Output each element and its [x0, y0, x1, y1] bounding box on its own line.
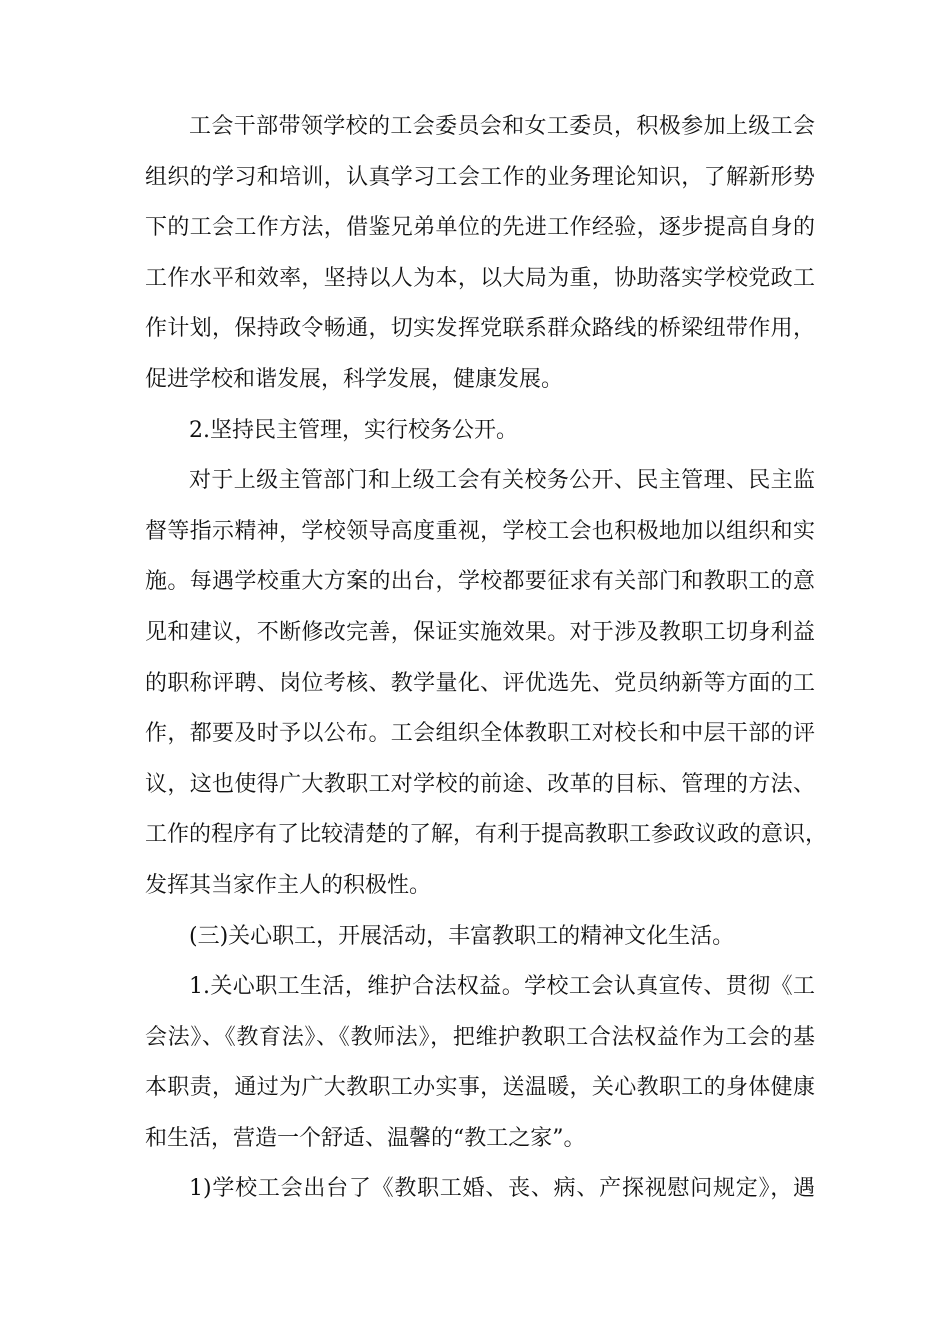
text-line: 本职责，通过为广大教职工办实事，送温暖，关心教职工的身体健康	[145, 1075, 815, 1101]
text-line: 发挥其当家作主人的积极性。	[145, 872, 432, 898]
text-line: 工会干部带领学校的工会委员会和女工委员，积极参加上级工会	[189, 114, 815, 139]
section-heading: (三)关心职工，开展活动，丰富教职工的精神文化生活。	[189, 923, 735, 949]
text-line: 作计划，保持政令畅通，切实发挥党联系群众路线的桥梁纽带作用，	[145, 316, 815, 342]
text-line: 督等指示精神，学校领导高度重视，学校工会也积极地加以组织和实	[145, 518, 815, 544]
text-line: 对于上级主管部门和上级工会有关校务公开、民主管理、民主监	[189, 468, 815, 494]
body-text	[145, 102, 828, 1215]
text-line: 会法》、《教育法》、《教师法》，把维护教职工合法权益作为工会的基	[145, 1024, 815, 1050]
section-heading: 2.坚持民主管理，实行校务公开。	[189, 417, 518, 443]
text-line: 的职称评聘、岗位考核、教学量化、评优选先、党员纳新等方面的工	[145, 670, 815, 696]
text-line: 促进学校和谐发展，科学发展，健康发展。	[145, 366, 564, 392]
text-line: 1)学校工会出台了《教职工婚、丧、病、产探视慰问规定》，遇	[189, 1176, 815, 1202]
text-line: 工作的程序有了比较清楚的了解，有利于提高教职工参政议政的意识，	[145, 822, 828, 848]
text-line: 作，都要及时予以公布。工会组织全体教职工对校长和中层干部的评	[145, 721, 815, 747]
text-line: 下的工会工作方法，借鉴兄弟单位的先进工作经验，逐步提高自身的	[145, 215, 815, 241]
text-line: 议，这也使得广大教职工对学校的前途、改革的目标、管理的方法、	[145, 771, 815, 797]
text-line: 和生活，营造一个舒适、温馨的“教工之家”。	[145, 1125, 586, 1151]
text-line: 施。每遇学校重大方案的出台，学校都要征求有关部门和教职工的意	[145, 569, 815, 595]
text-line: 工作水平和效率，坚持以人为本，以大局为重，协助落实学校党政工	[145, 265, 815, 291]
text-line: 1.关心职工生活，维护合法权益。学校工会认真宣传、贯彻《工	[189, 974, 815, 1000]
text-line: 组织的学习和培训，认真学习工会工作的业务理论知识，了解新形势	[145, 164, 815, 190]
text-line: 见和建议，不断修改完善，保证实施效果。对于涉及教职工切身利益	[145, 619, 815, 645]
